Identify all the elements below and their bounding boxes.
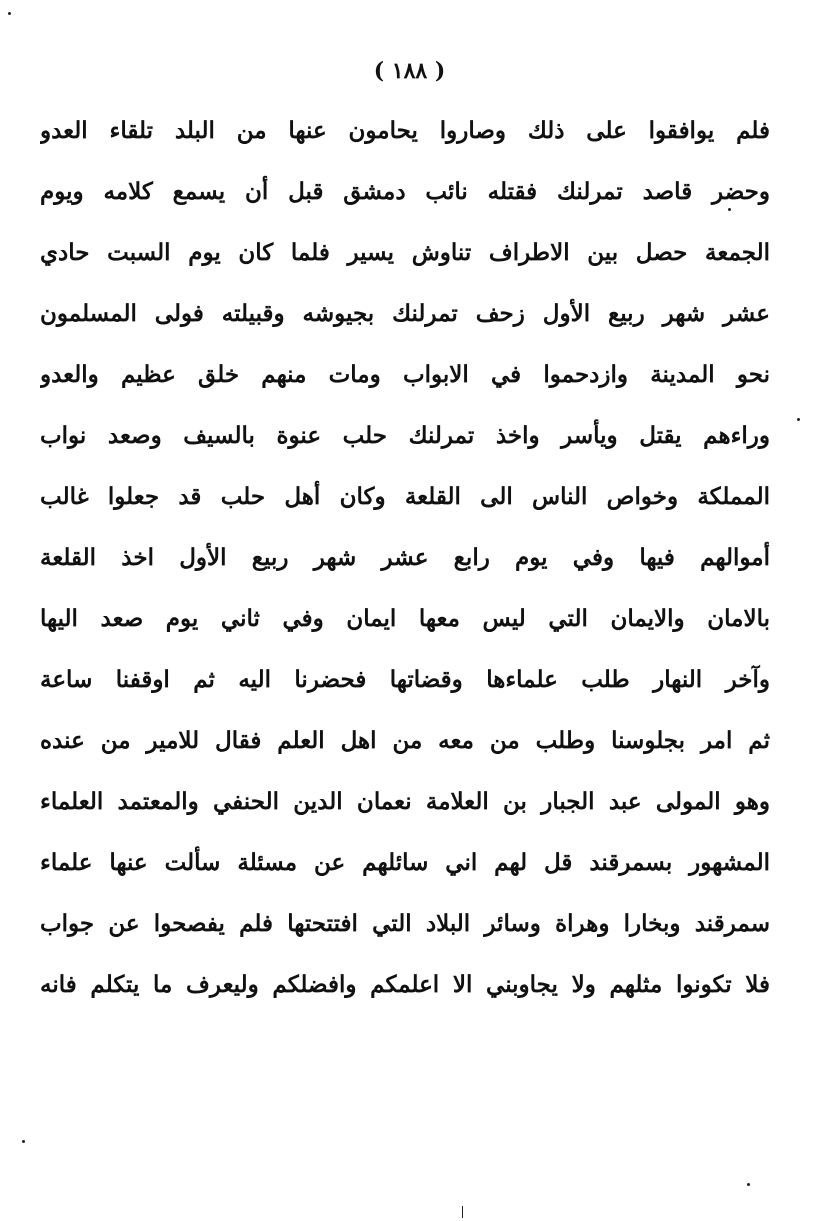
text-line-2: وحضر قاصد تمرلنك فقتله نائب دمشق قبل أن يسمع كلامه ويوم <box>40 178 770 205</box>
scan-speck <box>747 1183 750 1186</box>
text-line-5: نحو المدينة وازدحموا في الابواب ومات منهم خلق عظيم والعدو <box>40 361 770 388</box>
scan-speck <box>22 1140 25 1143</box>
text-line-9: بالامان والايمان التي ليس معها ايمان وفي ثاني يوم صعد اليها <box>40 605 770 632</box>
text-line-12: وهو المولى عبد الجبار بن العلامة نعمان الدين الحنفي والمعتمد العلماء <box>40 788 770 815</box>
text-line-8: أموالهم فيها وفي يوم رابع عشر شهر ربيع الأول اخذ القلعة <box>40 544 770 571</box>
scan-speck <box>462 1206 463 1218</box>
text-line-6: وراءهم يقتل ويأسر واخذ تمرلنك حلب عنوة بالسيف وصعد نواب <box>40 422 770 449</box>
text-line-11: ثم امر بجلوسنا وطلب من معه من اهل العلم فقال للامير من عنده <box>40 727 770 754</box>
text-line-10: وآخر النهار طلب علماءها وقضاتها فحضرنا اليه ثم اوقفنا ساعة <box>40 666 770 693</box>
scan-speck <box>8 12 11 15</box>
page-number: ( ۱۸۸ ) <box>373 58 446 84</box>
text-line-7: المملكة وخواص الناس الى القلعة وكان أهل حلب قد جعلوا غالب <box>40 483 770 510</box>
scan-speck <box>728 208 731 211</box>
text-line-14: سمرقند وبخارا وهراة وسائر البلاد التي افتتحتها فلم يفصحوا عن جواب <box>40 910 770 937</box>
text-line-15: فلا تكونوا مثلهم ولا يجاوبني الا اعلمكم وافضلكم وليعرف ما يتكلم فانه <box>40 971 770 998</box>
text-line-4: عشر شهر ربيع الأول زحف تمرلنك بجيوشه وقبيلته فولى المسلمون <box>40 300 770 327</box>
text-line-13: المشهور بسمرقند قل لهم اني سائلهم عن مسئلة سألت عنها علماء <box>40 849 770 876</box>
text-line-3: الجمعة حصل بين الاطراف تناوش يسير فلما كان يوم السبت حادي <box>40 239 770 266</box>
text-line-1: فلم يوافقوا على ذلك وصاروا يحامون عنها من البلد تلقاء العدو <box>40 117 770 144</box>
arabic-text-block <box>40 100 770 1015</box>
scan-speck <box>797 418 800 421</box>
